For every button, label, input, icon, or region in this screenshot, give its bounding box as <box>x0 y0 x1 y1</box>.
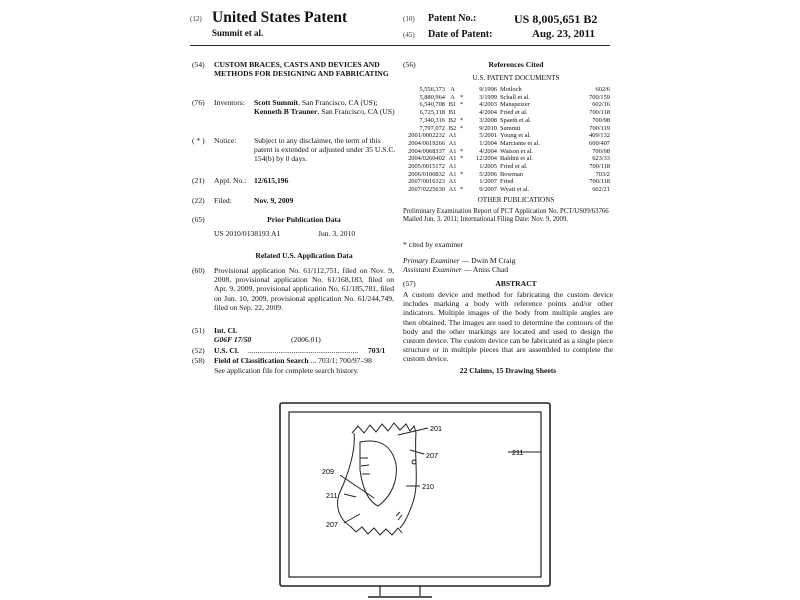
appl-no-label: Appl. No.: <box>214 176 247 185</box>
reference-date: 9/2007 <box>479 186 497 194</box>
inventor-1-location: , San Francisco, CA (US); <box>298 98 378 107</box>
field-of-search-label: Field of Classification Search <box>214 356 309 365</box>
notice-text: Subject to any disclaimer, the term of this patent is extended or adjusted under 35 U.S.C. 154(b) by 0 days. <box>254 136 396 164</box>
other-publication-text: Preliminary Examination Report of PCT Application No. PCT/US09/63766 Mailed Jun. 3, 2011; International Filing Date: Nov. 9, 2009. <box>403 208 609 224</box>
reference-name: Watson et al. <box>500 147 534 155</box>
reference-kind: A <box>450 93 455 101</box>
reference-name: Fried <box>500 178 514 186</box>
reference-name: Summit <box>500 124 521 132</box>
figure-labels <box>322 424 523 529</box>
claims-count: 22 Claims, 15 Drawing Sheets <box>459 366 557 375</box>
inventor-2-name: Kenneth B Trauner <box>254 107 318 117</box>
leader-201 <box>398 428 428 435</box>
inventor-1-name: Scott Summit <box>254 98 299 107</box>
reference-num: 2004/0068337 <box>408 147 445 155</box>
inid-code-52: (52) <box>192 346 205 355</box>
prior-publication-date: Jun. 3, 2010 <box>318 229 356 238</box>
inventor-2-location: , San Francisco, CA (US) <box>317 107 395 117</box>
inid-code-56: (56) <box>403 60 416 69</box>
reference-name: Manspeizer <box>500 101 530 109</box>
reference-name: Motloch <box>500 86 522 93</box>
figure-label: 207 <box>426 451 438 460</box>
inventor-short: Summit et al. <box>212 28 264 38</box>
reference-num: 5,880,964 <box>419 93 445 101</box>
reference-date: 1/2004 <box>479 139 497 147</box>
figure-label: 211 <box>512 448 524 457</box>
reference-num: 6,540,708 <box>419 101 445 109</box>
primary-examiner-label: Primary Examiner <box>403 256 460 265</box>
reference-date: 3/2008 <box>479 116 497 124</box>
reference-kind: A1 <box>448 147 457 155</box>
reference-date: 4/2003 <box>479 101 497 109</box>
reference-cls: 602/16 <box>592 101 610 109</box>
inid-code-10: (10) <box>403 15 415 23</box>
int-cl-label: Int. Cl. <box>214 326 237 335</box>
patent-date: Aug. 23, 2011 <box>532 28 595 40</box>
reference-star: * <box>460 93 464 101</box>
primary-examiner-name: — Dwin M Craig <box>461 256 516 265</box>
reference-name: Bowman <box>500 170 524 178</box>
abstract-heading: ABSTRACT <box>495 279 537 288</box>
us-cl-label: U.S. Cl. <box>214 346 239 355</box>
reference-date: 4/2004 <box>479 109 497 117</box>
reference-kind: A1 <box>448 139 457 147</box>
document-title: United States Patent <box>212 9 348 26</box>
reference-cls: 700/118 <box>589 163 610 171</box>
brace-object <box>338 423 541 535</box>
reference-cls: 703/2 <box>595 170 610 178</box>
reference-num: 7,340,316 <box>419 116 445 124</box>
reference-star: * <box>460 186 464 194</box>
reference-name: Young et al. <box>500 132 531 140</box>
brace-bottom-jagged <box>350 526 402 535</box>
reference-kind: B2 <box>448 116 457 124</box>
filed-date: Nov. 9, 2009 <box>254 196 294 205</box>
inid-code-65: (65) <box>192 215 205 224</box>
reference-cls: 700/118 <box>589 178 610 186</box>
inid-code-45: (45) <box>403 31 415 39</box>
leader-211-left <box>344 494 356 497</box>
reference-kind: A1 <box>448 170 457 178</box>
reference-date: 1/2005 <box>479 163 497 171</box>
reference-name: Fried et al. <box>500 163 528 171</box>
filed-label: Filed: <box>214 196 232 205</box>
prior-publication-number: US 2010/0138193 A1 <box>214 229 281 238</box>
assistant-examiner-name: — Aniss Chad <box>463 265 509 274</box>
related-data-heading: Related U.S. Application Data <box>255 251 353 260</box>
brace-right-edge <box>400 433 416 528</box>
field-of-search-note: See application file for complete search history. <box>214 366 359 375</box>
reference-cls: 700/119 <box>589 124 610 132</box>
reference-name: Marciante et al. <box>500 139 540 147</box>
us-cl-value: 703/1 <box>368 346 386 355</box>
brace-inner-panel <box>360 441 396 506</box>
reference-cls: 700/98 <box>592 116 610 124</box>
reference-kind: A1 <box>448 163 457 171</box>
reference-star: * <box>460 116 464 124</box>
reference-num: 2006/0100832 <box>408 170 445 178</box>
reference-star: * <box>460 147 464 155</box>
reference-date: 9/2010 <box>479 124 497 132</box>
brace-marker <box>412 460 416 464</box>
reference-kind: A1 <box>448 186 457 194</box>
reference-num: 6,725,118 <box>419 109 445 117</box>
inid-code-21: (21) <box>192 176 205 185</box>
notice-label: Notice: <box>214 136 237 145</box>
brace-mark-46 <box>396 512 402 520</box>
date-label: Date of Patent: <box>428 29 493 40</box>
assistant-examiner-label: Assistant Examiner <box>403 265 462 274</box>
inid-code-12: (12) <box>190 15 202 23</box>
references-heading: References Cited <box>488 60 544 69</box>
inid-code-54: (54) <box>192 60 205 69</box>
figure-label: 211 <box>326 491 338 500</box>
brace-top-jagged <box>352 423 416 433</box>
reference-name: Schall et al. <box>500 93 530 101</box>
reference-cls: 700/159 <box>589 93 610 101</box>
reference-cls: 602/21 <box>592 186 610 194</box>
reference-date: 4/2004 <box>479 147 497 155</box>
brace-hatching <box>360 458 370 474</box>
reference-cls: 700/118 <box>589 109 610 117</box>
int-cl-class: G06F 17/50 <box>214 335 252 344</box>
inid-code-51: (51) <box>192 326 205 335</box>
reference-num: 2004/0019266 <box>408 139 445 147</box>
reference-kind: B1 <box>448 109 457 117</box>
cited-by-examiner-note: * cited by examiner <box>403 240 464 249</box>
reference-date: 1/2007 <box>479 178 497 186</box>
us-cl-leader: .......................................................... <box>248 346 359 355</box>
int-cl-version: (2006.01) <box>291 335 321 344</box>
reference-num: 2007/0016323 <box>408 178 445 186</box>
leader-207-bottom <box>344 514 360 523</box>
inid-code-57: (57) <box>403 279 416 288</box>
inid-code-58: (58) <box>192 356 205 365</box>
figure-label: 210 <box>422 482 434 491</box>
reference-num: 2007/0225630 <box>408 186 445 194</box>
prior-publication-heading: Prior Publication Data <box>267 215 341 224</box>
patent-no-label: Patent No.: <box>428 13 477 24</box>
reference-date: 9/1996 <box>479 86 497 93</box>
field-of-search-value: ... 703/1; 700/97–98 <box>310 356 372 365</box>
figure-label: 209 <box>322 467 334 476</box>
inid-code-22: (22) <box>192 196 205 205</box>
reference-num: 2005/0015172 <box>408 163 445 171</box>
us-patent-documents-heading: U.S. PATENT DOCUMENTS <box>472 74 560 82</box>
reference-cls: 623/33 <box>592 155 610 163</box>
reference-cls: 602/6 <box>595 86 610 93</box>
abstract-text: A custom device and method for fabricating the custom device includes marking a body with reference points and/or other indicators. Multiple images of the body from multiple angles are then obtained. The images are used to determine the contours of the body and the other markings are located and used to design the custom device. The custom device can be fabricated as a single piece structure or in multiple pieces that are assembled to complete the custom device. <box>403 290 613 364</box>
reference-date: 3/1999 <box>479 93 497 101</box>
figure-label: 207 <box>326 520 338 529</box>
reference-date: 5/2006 <box>479 170 497 178</box>
reference-kind: A1 <box>448 178 457 186</box>
reference-name: Baldini et al. <box>500 155 533 163</box>
appl-no-value: 12/615,196 <box>254 176 289 185</box>
inid-code-60: (60) <box>192 266 205 275</box>
inid-code-notice: ( * ) <box>192 136 205 145</box>
related-application-text: Provisional application No. 61/112,751, filed on Nov. 9, 2008, provisional application No. 61/168,183, filed on Apr. 9, 2009, provisional application No. 61/185,781, filed on Jun. 10, 2009, provisional application No. 61/244,749, filed on Sep. 22, 2009. <box>214 266 394 312</box>
reference-name: Fried et al. <box>500 109 528 117</box>
reference-star: * <box>460 170 464 178</box>
reference-star: * <box>460 124 464 132</box>
reference-kind: A <box>450 86 455 93</box>
reference-kind: A1 <box>448 155 457 163</box>
inid-code-76: (76) <box>192 98 205 107</box>
reference-date: 5/2001 <box>479 132 497 140</box>
reference-date: 12/2004 <box>476 155 497 163</box>
other-publications-heading: OTHER PUBLICATIONS <box>477 196 555 204</box>
reference-star: * <box>460 155 464 163</box>
reference-cls: 409/132 <box>589 132 610 140</box>
reference-num: 2004/0260402 <box>408 155 445 163</box>
reference-cls: 700/98 <box>592 147 610 155</box>
reference-num: 7,797,072 <box>419 124 445 132</box>
reference-star: * <box>460 101 464 109</box>
reference-kind: B2 <box>448 124 457 132</box>
reference-name: Spaeth et al. <box>500 116 532 124</box>
reference-kind: A1 <box>448 132 457 140</box>
patent-number: US 8,005,651 B2 <box>514 12 598 26</box>
leader-207-top <box>410 450 424 454</box>
inventors-label: Inventors: <box>214 98 245 107</box>
reference-num: 5,556,373 <box>419 86 445 93</box>
reference-num: 2001/0002232 <box>408 132 445 140</box>
reference-kind: B1 <box>448 101 457 109</box>
figure-label: 201 <box>430 424 442 433</box>
invention-title: CUSTOM BRACES, CASTS AND DEVICES AND METHODS FOR DESIGNING AND FABRICATING <box>214 60 389 79</box>
reference-name: Wyatt et al. <box>500 186 530 194</box>
reference-cls: 600/407 <box>589 139 610 147</box>
